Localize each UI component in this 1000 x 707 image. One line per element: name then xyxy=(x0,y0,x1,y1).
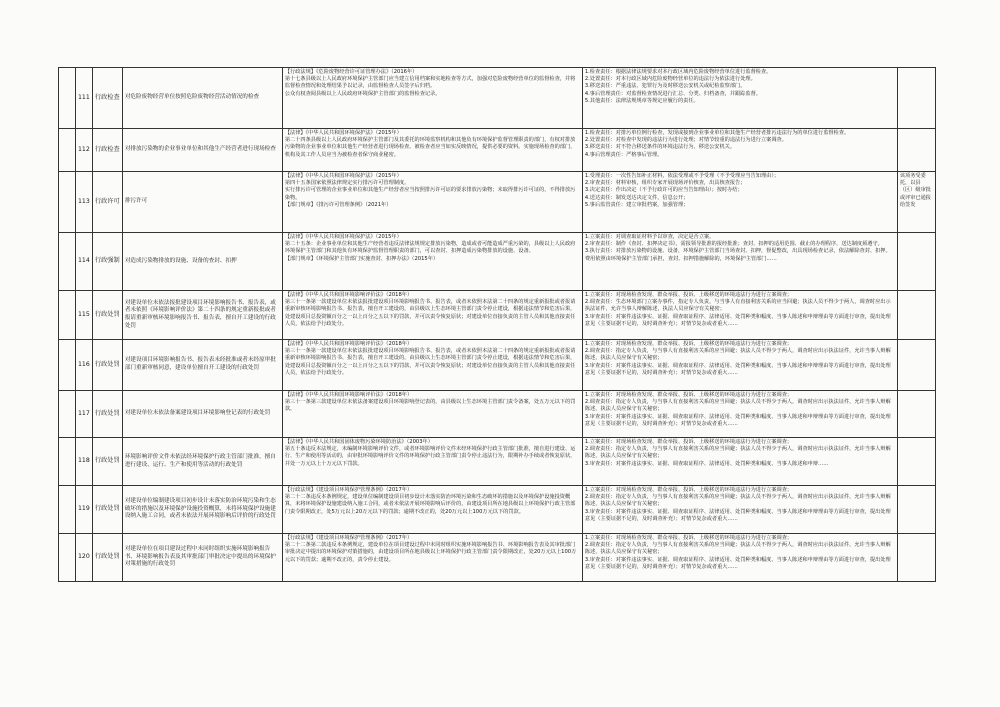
row-number: 114 xyxy=(78,257,90,265)
power-item-name: 环境影响评价文件未依法经环境保护行政主管部门批准，擅自进行建设、运行、生产和使用等活动的行政处罚 xyxy=(124,453,276,468)
responsibility-items-cell xyxy=(582,172,897,233)
legal-basis: 【法律】《中华人民共和国环境影响评价法》（2018年） 第三十一条第一款建设单位未依法报批建设项目环境影响报告书、报告表，或者未依照本法第二十四条的规定重新报批或者报请重新审核环境影响报告书、报告表，擅自开工建设的，由县级以上生态环境主管部门责令停止建设，根据违法情节和危害后果，处建设项目总投资额百分之一以上百分之五以下的罚款，并可以责令恢复原状；对建设单位直接负责的主管人员和其他直接责任人员，依法给予行政处分。 xyxy=(284,341,576,376)
legal-basis: 【法律】《中华人民共和国环境保护法》（2015年） 第二十五条：企业事业单位和其他生产经营者违反法律法规规定排放污染物，造成或者可能造成严重污染的，县级以上人民政府环境保护主管部门和其他负有环境保护监督管理职责的部门，可以查封、扣押造成污染物排放的设施、设备。 【部门规章】《环境保护主管部门实施查封、扣押办法》（2015年） xyxy=(284,234,576,262)
remarks-cell xyxy=(897,534,935,582)
responsibility-items: 1.立案责任：对现场检查发现、群众举报、投诉、上级移送的环境违法行为进行立案调查； 2.调查责任：指定专人负责，与当事人有直接利害关系的应当回避；执法人员不得少于两人，调查时应出示执法证件，允许当事人辩解陈述，执法人员应保守有关秘密； 3.审查责任：对案件违法事实、证据、调查取证程序、法律适用、处罚种类和幅度、当事人陈述和申辩理由等方面进行审查，提出处理意见（主要证据不足的，及时调查补充）；对情节复杂或者重大…… xyxy=(584,535,891,570)
remarks-cell xyxy=(897,233,935,291)
responsibility-items: 1.检查责任：根据法律法规要求对本行政区域内危险废物经营单位进行监督检查。 2.处置责任：对本行政区域内危险废物经营单位的违法行为依法进行处理。 3.移送责任：严重违法、犯罪行为及时移送公安机关或纪检监察部门。 4.事后管理责任：对监督检查情况进行汇总、分类、归档备查，并跟踪监督。 5.其他责任：法律法规规章等规定应履行的责任。 xyxy=(584,69,772,104)
row-number: 117 xyxy=(78,409,90,417)
table-row xyxy=(59,68,936,129)
remarks-cell xyxy=(897,129,935,172)
row-number-cell xyxy=(76,486,93,534)
row-number-cell xyxy=(76,129,93,172)
power-type: 行政处罚 xyxy=(94,505,120,513)
blank-cell-cell xyxy=(59,68,76,129)
power-item-name: 对造成污染物排放的设施、设备的查封、扣押 xyxy=(124,257,237,264)
row-number: 111 xyxy=(78,93,90,101)
responsibility-items: 1.立案责任：对调查取证材料予以审查，决定是否立案。 2.审查责任：制作《查封、扣押决定书》，需报领导批准的报经批准；查封、扣押的适用范围、截止的办理程序，送达制度须遵守。 3.执行责任：对排放污染物的设施、设备，环境保护主管部门当场查封、扣押，督促整改，出具现场检查记录，依法解除查封、扣押。费用依照由环境保护主管部门承担，查封、扣押措施解除的，环境保护主管部门…… xyxy=(584,234,891,262)
row-number: 118 xyxy=(78,457,90,465)
responsibility-items: 1.立案责任：对现场检查发现、群众举报、投诉、上级移送的环境违法行为进行立案调查； 2.调查责任：指定专人负责，与当事人有直接利害关系的应当回避；执法人员不得少于两人，调查时应出示执法证件，允许当事人辩解陈述，执法人员应保守有关秘密； 3.审查责任：对案件违法事实、证据、调查取证程序、法律适用、处罚种类和幅度、当事人陈述和申辩…… xyxy=(584,439,891,467)
legal-basis: 【法律】《中华人民共和国固体废物污染环境防治法》（2003年） 第五十条违反本法规定，未编制环境影响评价文件，或者环境影响评价文件未经环境保护行政主管部门批准，擅自进行建设、运行、生产和使用等活动的，由审批环境影响评价文件的环境保护行政主管部门责令停止违法行为，限期补办手续或者恢复原状，并处一万元以上十万元以下罚款。 xyxy=(284,439,576,467)
power-type: 行政许可 xyxy=(94,197,120,205)
row-number-cell xyxy=(76,172,93,233)
power-item-name: 排污许可 xyxy=(124,198,148,205)
legal-basis-cell xyxy=(282,68,582,129)
table-row xyxy=(59,291,936,340)
power-item-name: 对建设单位未依法报批建设项目环境影响报告书、报告表，或者未依照《环境影响评价法》第二十四条的规定重新报批或者报请重新审核环境影响报告书、报告表，擅自开工建设的行政处罚 xyxy=(124,299,276,329)
power-item-name: 对建设单位在项目建设过程中未同时组织实施环境影响报告书、环境影响报告表及其审批部门审批决定中提出的环境保护对策措施的行政处罚 xyxy=(124,545,276,568)
legal-basis-cell xyxy=(282,534,582,582)
responsibility-items: 1.立案责任：对现场检查发现、群众举报、投诉、上级移送的环境违法行为进行立案调查； 2.调查责任：指定专人负责，与当事人有直接利害关系的应当回避；执法人员不得少于两人，调查时应出示执法证件，允许当事人辩解陈述，执法人员应保守有关秘密； 3.审查责任：对案件违法事实、证据、调查取证程序、法律适用、处罚种类和幅度、当事人陈述和申辩理由等方面进行审查，提出处理意见（主要证据不足的，及时调查补充）；对情节复杂或者重大…… xyxy=(584,487,891,522)
legal-basis-cell xyxy=(282,172,582,233)
remarks-cell xyxy=(897,340,935,391)
remarks: 该项务受委托，以县（区）级审批或评审已通报给签发 xyxy=(899,173,931,208)
responsibility-items-cell xyxy=(582,129,897,172)
power-item-name: 对排放污染物的企业事业单位和其他生产经营者进行现场检查 xyxy=(124,146,276,153)
power-type-cell xyxy=(92,172,122,233)
blank-cell-cell xyxy=(59,340,76,391)
legal-basis-cell xyxy=(282,340,582,391)
row-number-cell xyxy=(76,340,93,391)
blank-cell-cell xyxy=(59,391,76,438)
responsibility-items: 1.立案责任：对现场检查发现、群众举报、投诉、上级移送的环境违法行为进行立案调查； 2.调查责任：指定专人负责，与当事人有直接利害关系的应当回避；执法人员不得少于两人，调查时应出示执法证件，允许当事人辩解陈述，执法人员应保守有关秘密； 3.审查责任：对案件违法事实、证据、调查取证程序、法律适用、处罚种类和幅度、当事人陈述和申辩理由等方面进行审查，提出处理意见（主要证据不足的，及时调查补充）；对情节复杂或者重大…… xyxy=(584,392,891,427)
responsibility-items: 1.受理责任：一次性告知补正材料，依法受理或不予受理（不予受理应当告知理由）； 2.审查责任：材料审核，组织专家开展现场评价核查，出具核查报告； 3.决定责任：作出决定（不予行政许可的应当告知理由）；按时办结； 4.送达责任：制发送达决定文件，信息公开； 5.事后监管责任：建立审批档案，加强管理； xyxy=(584,173,780,208)
table-row xyxy=(59,172,936,233)
power-type: 行政检查 xyxy=(94,93,120,101)
power-type-cell xyxy=(92,291,122,340)
row-number: 119 xyxy=(78,505,90,513)
power-type-cell xyxy=(92,68,122,129)
responsibility-items-cell xyxy=(582,391,897,438)
row-number: 113 xyxy=(78,197,90,205)
power-type-cell xyxy=(92,391,122,438)
power-item-name-cell xyxy=(122,486,282,534)
responsibility-items: 1.立案责任：对现场检查发现、群众举报、投诉、上级移送的环境违法行为进行立案调查； 2.调查责任：指定专人负责，与当事人有直接利害关系的应当回避；执法人员不得少于两人，调查时应出示执法证件，允许当事人辩解陈述，执法人员应保守有关秘密； 3.审查责任：对案件违法事实、证据、调查取证程序、法律适用、处罚种类和幅度、当事人陈述和申辩理由等方面进行审查，提出处理意见（主要证据不足的，及时调查补充）；对情节复杂或者重大…… xyxy=(584,341,891,376)
blank-cell-cell xyxy=(59,534,76,582)
legal-basis-cell xyxy=(282,438,582,486)
power-item-name-cell xyxy=(122,68,282,129)
power-item-name-cell xyxy=(122,233,282,291)
responsibility-items: 1.立案责任：对现场检查发现、群众举报、投诉、上级移送的环境违法行为进行立案调查； 2.调查责任：生态环境部门立案办事件，指定专人负责，与当事人有直接利害关系的应当回避；执法人员不得少于两人，调查时应出示执法证件，允许当事人辩解陈述，执法人员应保守有关秘密； 3.审查责任：对案件违法事实、证据、调查取证程序、法律适用、处罚种类和幅度、当事人陈述和申辩理由等方面进行审查，提出处理意见（主要证据不足的，及时调查补充）；对情节复杂或者重大…… xyxy=(584,292,891,327)
table-row xyxy=(59,534,936,582)
remarks-cell xyxy=(897,291,935,340)
power-item-name-cell xyxy=(122,391,282,438)
blank-cell-cell xyxy=(59,233,76,291)
table-row xyxy=(59,340,936,391)
blank-cell-cell xyxy=(59,486,76,534)
legal-basis: 【行政法规】《建设项目环境保护管理条例》（2017年） 第二十二条违反本条例规定，建设单位编制建设项目初步设计未落实防治环境污染和生态破坏的措施以及环境保护设施投资概算，未将环境保护设施建设纳入施工合同，或者未依法开展环境影响后评价的，由建设项目所在地县级以上环境保护行政主管部门责令限期改正，处5万元以上20万元以下的罚款；逾期不改正的，处20万元以上100万元以下的罚款。 xyxy=(284,487,576,515)
table-row xyxy=(59,233,936,291)
remarks-cell xyxy=(897,438,935,486)
power-type-cell xyxy=(92,486,122,534)
row-number: 112 xyxy=(78,145,90,153)
power-item-name-cell xyxy=(122,291,282,340)
row-number: 120 xyxy=(78,553,90,561)
remarks-cell xyxy=(897,172,935,233)
blank-cell-cell xyxy=(59,172,76,233)
table-row xyxy=(59,129,936,172)
power-type: 行政处罚 xyxy=(94,409,120,417)
power-type: 行政处罚 xyxy=(94,360,120,368)
legal-basis: 【行政法规】《建设项目环境保护管理条例》（2017年） 第二十二条第二款违反本条例规定，建设单位在项目建设过程中未同时组织实施环境影响报告书、环境影响报告表及其审批部门审批决定中提出的环境保护对策措施的，由建设项目所在地县级以上环境保护行政主管部门责令限期改正，处20万元以上100万元以下的罚款；逾期不改正的，责令停止建设。 xyxy=(284,535,577,563)
row-number-cell xyxy=(76,233,93,291)
power-type: 行政强制 xyxy=(94,257,120,265)
power-item-name: 对危险废物经营单位按照危险废物经营活动情况的检查 xyxy=(124,94,260,101)
power-item-name: 对建设单位未依法备案建设项目环境影响登记表的行政处罚 xyxy=(124,410,271,417)
remarks-cell xyxy=(897,391,935,438)
table-row xyxy=(59,486,936,534)
legal-basis-cell xyxy=(282,391,582,438)
row-number-cell xyxy=(76,438,93,486)
legal-basis: 【法律】《中华人民共和国环境影响评价法》（2018年） 第三十一条第三款建设单位未依法备案建设项目环境影响登记表的，由县级以上生态环境主管部门责令备案，处五万元以下的罚款。 xyxy=(284,392,576,413)
blank-cell-cell xyxy=(59,438,76,486)
responsibility-table xyxy=(58,67,936,582)
power-type: 行政处罚 xyxy=(94,457,120,465)
legal-basis-cell xyxy=(282,291,582,340)
legal-basis: 【法律】《中华人民共和国环境保护法》（2015年） 第四十五条国家依照法律规定实行排污许可管理制度。 实行排污许可管理的企业事业单位和其他生产经营者应当按照排污许可证的要求排放污染物；未取得排污许可证的，不得排放污染物。 【部门规章】《排污许可管理条例》（2021年） xyxy=(284,173,576,208)
power-type-cell xyxy=(92,340,122,391)
table-row xyxy=(59,438,936,486)
power-type-cell xyxy=(92,233,122,291)
table-row xyxy=(59,391,936,438)
row-number-cell xyxy=(76,534,93,582)
remarks-cell xyxy=(897,486,935,534)
responsibility-items-cell xyxy=(582,68,897,129)
legal-basis: 【行政法规】《危险废物经营许可证管理办法》（2016年） 第十七条县级以上人民政府环境保护主管部门应当建立信用档案和实地检查等方式，加强对危险废物经营单位的监督检查，并将监督检查情况和处理结果予以记录，由监督检查人员签字后归档。 公众有权查阅县级以上人民政府环境保护主管部门的监督检查记录。 xyxy=(284,69,576,97)
blank-cell-cell xyxy=(59,129,76,172)
remarks-cell xyxy=(897,68,935,129)
power-item-name-cell xyxy=(122,340,282,391)
responsibility-items-cell xyxy=(582,438,897,486)
power-item-name-cell xyxy=(122,172,282,233)
power-type-cell xyxy=(92,129,122,172)
responsibility-items-cell xyxy=(582,534,897,582)
power-item-name-cell xyxy=(122,534,282,582)
power-item-name: 对建设项目环境影响报告书、报告表未经批准或者未经原审批部门重新审核同意，建设单位擅自开工建设的行政处罚 xyxy=(124,357,276,371)
legal-basis: 【法律】《中华人民共和国环境影响评价法》（2018年） 第三十一条第一款建设单位未依法报批建设项目环境影响报告书、报告表，或者未依照本法第二十四条的规定重新报批或者报请重新审核环境影响报告书、报告表，擅自开工建设的，由县级以上生态环境主管部门责令停止建设，根据违法情节和危害后果，处建设项目总投资额百分之一以上百分之五以下的罚款，并可以责令恢复原状；对建设单位直接负责的主管人员和其他直接责任人员，依法给予行政处分。 xyxy=(284,292,576,327)
power-type: 行政处罚 xyxy=(94,310,120,318)
power-type: 行政处罚 xyxy=(94,553,120,561)
power-type-cell xyxy=(92,534,122,582)
power-item-name: 对建设单位编制建设项目初步设计未落实防治环境污染和生态破坏的措施以及环境保护设施投资概算，未将环境保护设施建设纳入施工合同，或者未依法开展环境影响后评价的行政处罚 xyxy=(124,497,276,520)
legal-basis: 【法律】《中华人民共和国环境保护法》（2015年） 第二十四条县级以上人民政府环境保护主管部门及其委托的环境监察机构和其他负有环境保护监督管理职责的部门，有权对排放污染物的企业事业单位和其他生产经营者进行现场检查。被检查者应当如实反映情况，提供必要的资料。实施现场检查的部门、机构及其工作人员应当为被检查者保守商业秘密。 xyxy=(284,130,576,158)
legal-basis-cell xyxy=(282,486,582,534)
responsibility-items-cell xyxy=(582,291,897,340)
responsibility-items-cell xyxy=(582,340,897,391)
responsibility-items-cell xyxy=(582,486,897,534)
responsibility-items-cell xyxy=(582,233,897,291)
power-type-cell xyxy=(92,438,122,486)
power-item-name-cell xyxy=(122,129,282,172)
row-number-cell xyxy=(76,391,93,438)
legal-basis-cell xyxy=(282,129,582,172)
row-number-cell xyxy=(76,68,93,129)
power-item-name-cell xyxy=(122,438,282,486)
row-number: 116 xyxy=(78,360,90,368)
blank-cell-cell xyxy=(59,291,76,340)
row-number-cell xyxy=(76,291,93,340)
row-number: 115 xyxy=(78,310,90,318)
responsibility-items: 1.检查责任：对排污单位例行检查，发现或接到企业事业单位和其他生产经营者排污违法行为的单位进行监督检查。 2.处置责任：对检查中发现的违法行为进行处理；对情节较重的违法行为进行立案调查。 3.移送责任：对不符合移送条件的环境违法行为，移送公安机关。 4.事后管理责任：严格事后管理。 xyxy=(584,130,850,158)
legal-basis-cell xyxy=(282,233,582,291)
power-type: 行政检查 xyxy=(94,145,120,153)
